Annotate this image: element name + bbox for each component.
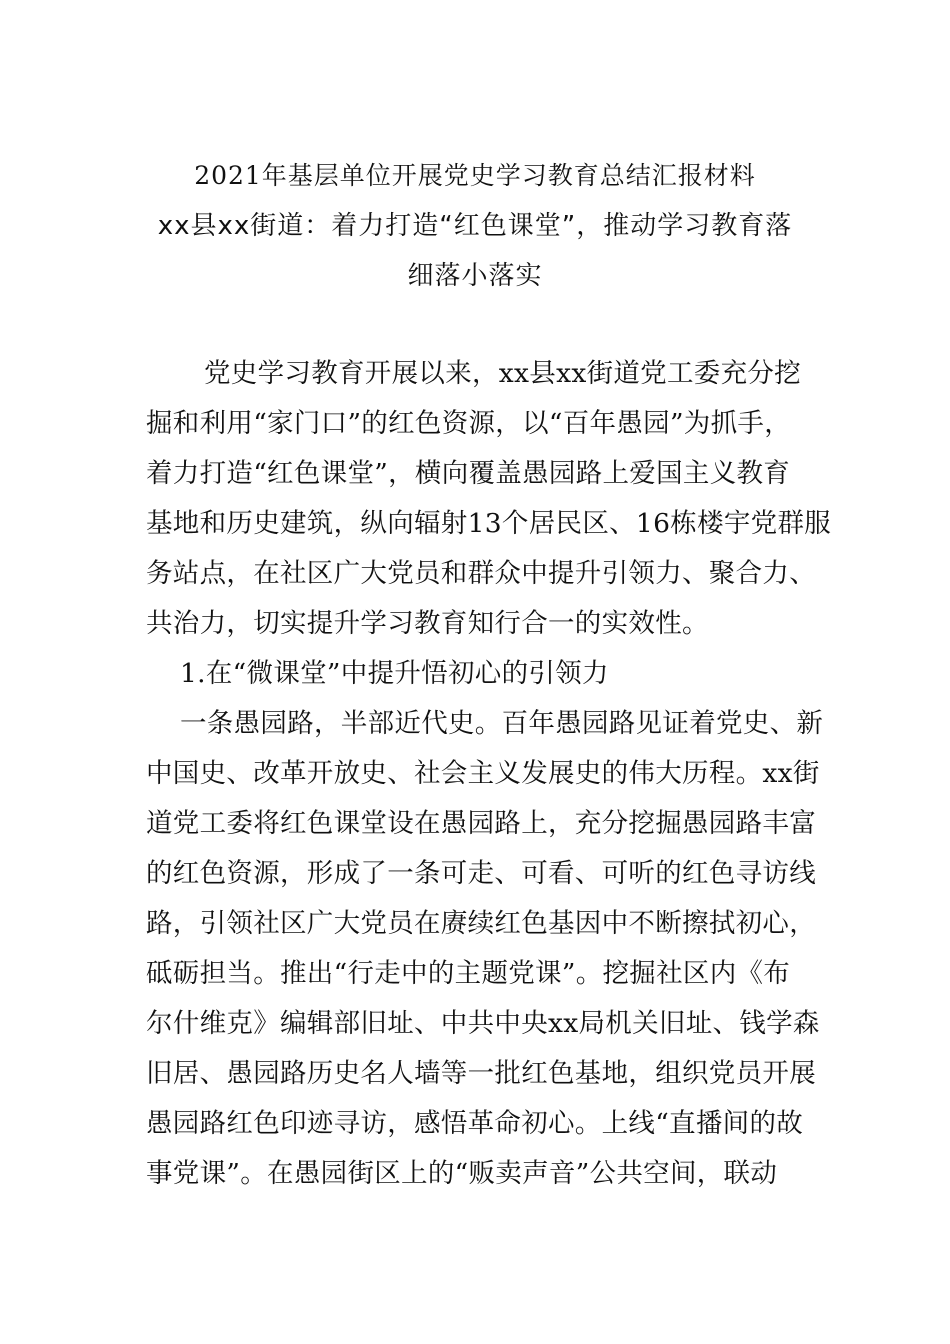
paragraph-line: 着力打造“红色课堂”，横向覆盖愚园路上爱国主义教育 [146, 458, 791, 489]
paragraph-line: 尔什维克》编辑部旧址、中共中央xx局机关旧址、钱学森 [146, 1008, 820, 1039]
paragraph-line: 的红色资源，形成了一条可走、可看、可听的红色寻访线 [146, 858, 816, 889]
document-title: 2021年基层单位开展党史学习教育总结汇报材料 [194, 161, 756, 190]
paragraph-line: 事党课”。在愚园街区上的“贩卖声音”公共空间，联动 [146, 1158, 778, 1189]
document-subtitle-line-2: 细落小落实 [407, 261, 543, 291]
paragraph-line: 一条愚园路，半部近代史。百年愚园路见证着党史、新 [180, 708, 824, 739]
paragraph-line: 掘和利用“家门口”的红色资源，以“百年愚园”为抓手， [146, 408, 791, 439]
paragraph-line: 旧居、愚园路历史名人墙等一批红色基地，组织党员开展 [146, 1058, 816, 1089]
paragraph-line: 砥砺担当。推出“行走中的主题党课”。挖掘社区内《布 [146, 958, 791, 989]
paragraph-line: 基地和历史建筑，纵向辐射13个居民区、16栋楼宇党群服 [146, 508, 832, 539]
paragraph-line: 共治力，切实提升学习教育知行合一的实效性。 [146, 608, 709, 639]
paragraph-line: 中国史、改革开放史、社会主义发展史的伟大历程。xx街 [146, 758, 820, 789]
section-heading: 1.在“微课堂”中提升悟初心的引领力 [180, 658, 609, 689]
paragraph-line: 路，引领社区广大党员在赓续红色基因中不断擦拭初心， [146, 908, 816, 939]
document-subtitle-line-1: xx县xx街道：着力打造“红色课堂”，推动学习教育落 [157, 211, 793, 241]
paragraph-line: 党史学习教育开展以来，xx县xx街道党工委充分挖 [204, 358, 801, 389]
paragraph-line: 道党工委将红色课堂设在愚园路上，充分挖掘愚园路丰富 [146, 808, 816, 839]
paragraph-line: 愚园路红色印迹寻访，感悟革命初心。上线“直播间的故 [146, 1108, 804, 1139]
paragraph-line: 务站点，在社区广大党员和群众中提升引领力、聚合力、 [146, 558, 816, 589]
